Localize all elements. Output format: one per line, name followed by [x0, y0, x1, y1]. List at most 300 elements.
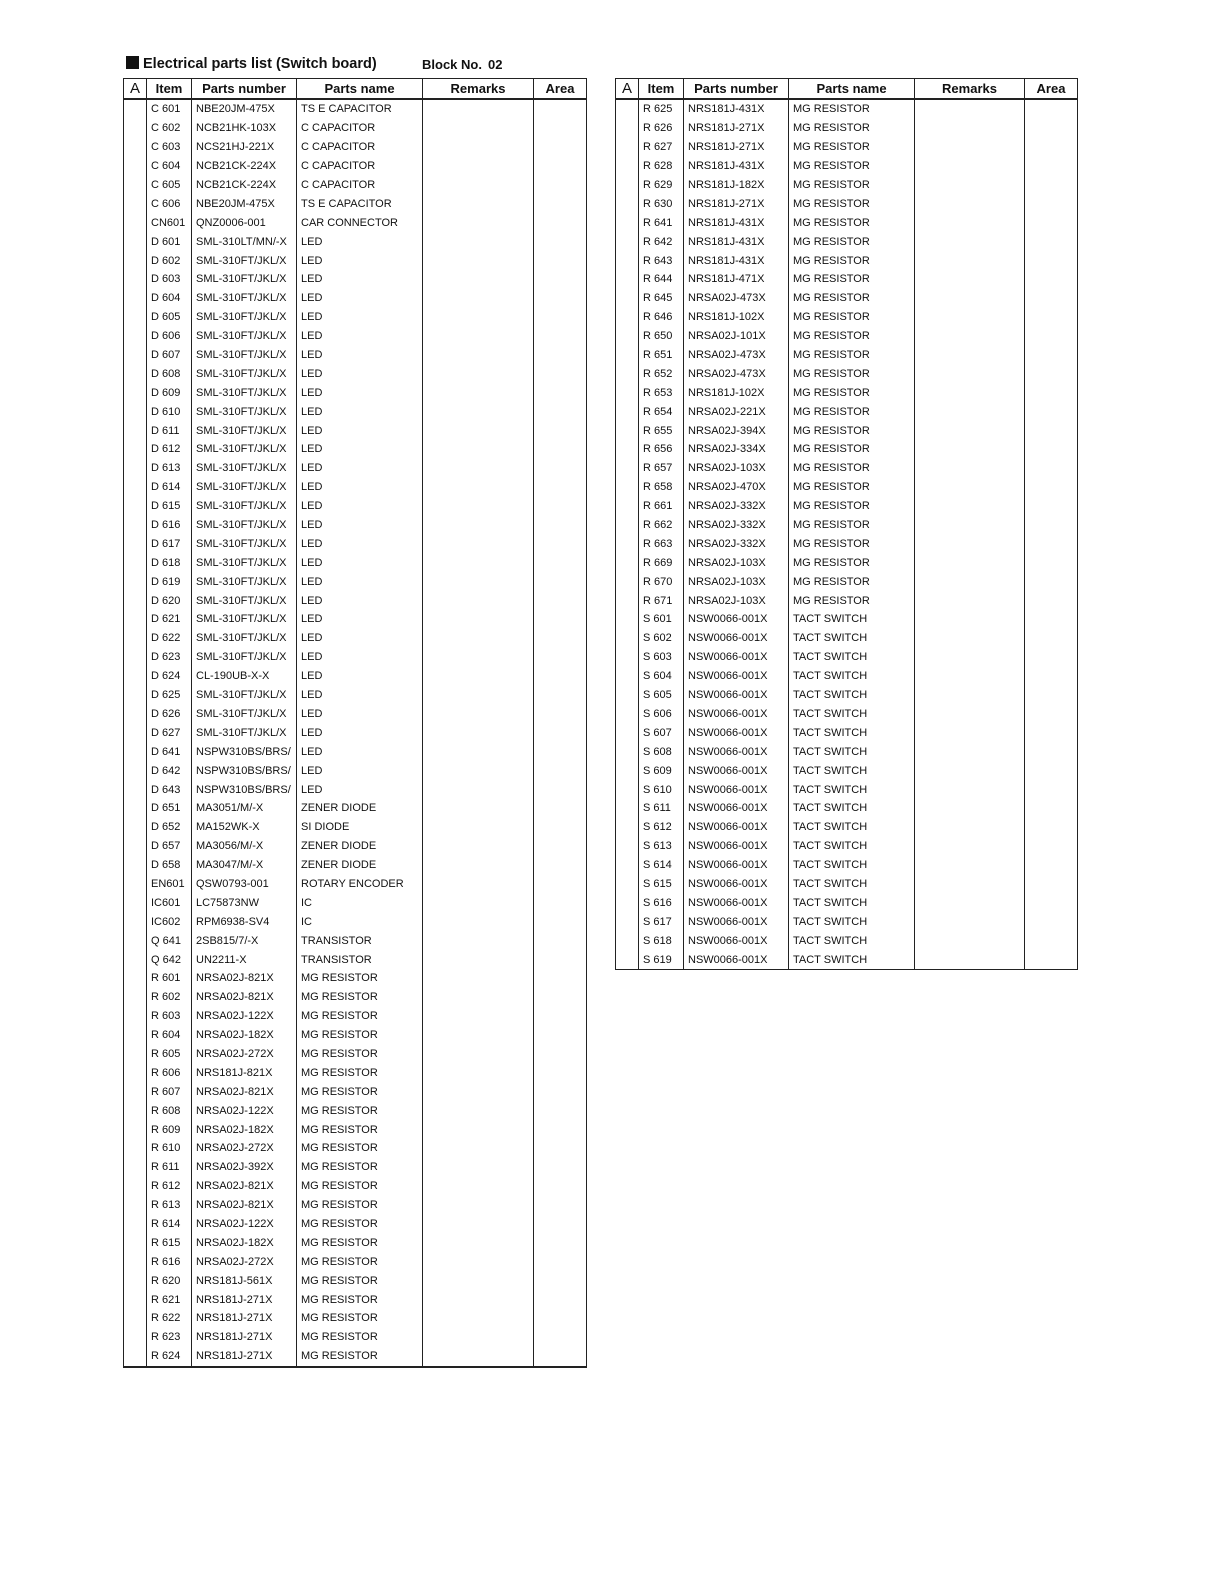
cell-parts-name: LED — [297, 270, 423, 289]
cell-parts-number: NSW0066-001X — [684, 950, 789, 969]
table-row — [124, 931, 587, 950]
cell-remarks — [423, 1196, 534, 1215]
table-row — [616, 157, 1078, 176]
cell-area — [534, 516, 587, 535]
cell-parts-number: NRSA02J-332X — [684, 534, 789, 553]
cell-remarks — [423, 969, 534, 988]
cell-parts-name: LED — [297, 761, 423, 780]
cell-item: S 611 — [639, 799, 684, 818]
table-row — [616, 686, 1078, 705]
cell-a — [124, 421, 147, 440]
cell-area — [534, 799, 587, 818]
table-row — [616, 459, 1078, 478]
cell-item: R 602 — [147, 988, 192, 1007]
cell-a — [124, 289, 147, 308]
table-row — [124, 856, 587, 875]
cell-area — [534, 1101, 587, 1120]
cell-parts-number: SML-310FT/JKL/X — [192, 459, 297, 478]
cell-parts-number: SML-310FT/JKL/X — [192, 289, 297, 308]
cell-parts-name: LED — [297, 705, 423, 724]
cell-parts-number: NSW0066-001X — [684, 667, 789, 686]
cell-remarks — [423, 856, 534, 875]
cell-remarks — [423, 459, 534, 478]
cell-a — [124, 1347, 147, 1367]
cell-area — [534, 818, 587, 837]
cell-parts-name: TACT SWITCH — [789, 761, 915, 780]
cell-parts-name: LED — [297, 553, 423, 572]
cell-parts-name: LED — [297, 648, 423, 667]
table-row — [616, 818, 1078, 837]
table-row — [124, 440, 587, 459]
cell-parts-number: SML-310FT/JKL/X — [192, 478, 297, 497]
cell-item: D 627 — [147, 723, 192, 742]
cell-item: R 613 — [147, 1196, 192, 1215]
table-row — [616, 553, 1078, 572]
parts-table-left — [123, 78, 587, 1368]
cell-area — [1025, 157, 1078, 176]
cell-area — [534, 119, 587, 138]
cell-area — [534, 893, 587, 912]
cell-parts-name: LED — [297, 572, 423, 591]
cell-parts-number: NRSA02J-473X — [684, 289, 789, 308]
table-row — [124, 648, 587, 667]
cell-parts-name: MG RESISTOR — [297, 1196, 423, 1215]
cell-item: Q 641 — [147, 931, 192, 950]
cell-parts-name: MG RESISTOR — [297, 1290, 423, 1309]
cell-parts-number: SML-310FT/JKL/X — [192, 383, 297, 402]
cell-remarks — [423, 270, 534, 289]
cell-parts-name: LED — [297, 610, 423, 629]
cell-area — [1025, 327, 1078, 346]
table-row — [124, 364, 587, 383]
cell-area — [534, 1347, 587, 1367]
table-row — [616, 950, 1078, 969]
cell-item: R 628 — [639, 157, 684, 176]
cell-item: D 612 — [147, 440, 192, 459]
cell-area — [534, 1158, 587, 1177]
cell-parts-number: MA152WK-X — [192, 818, 297, 837]
table-row — [124, 1215, 587, 1234]
cell-area — [534, 610, 587, 629]
cell-a — [124, 1271, 147, 1290]
cell-parts-number: NSW0066-001X — [684, 742, 789, 761]
cell-area — [534, 1196, 587, 1215]
cell-item: R 671 — [639, 591, 684, 610]
cell-item: C 603 — [147, 138, 192, 157]
cell-item: R 620 — [147, 1271, 192, 1290]
table-row — [124, 1196, 587, 1215]
cell-parts-number: MA3056/M/-X — [192, 837, 297, 856]
cell-parts-number: NRS181J-561X — [192, 1271, 297, 1290]
cell-remarks — [915, 402, 1025, 421]
cell-area — [1025, 875, 1078, 894]
cell-parts-name: C CAPACITOR — [297, 157, 423, 176]
table-row — [616, 383, 1078, 402]
cell-parts-name: MG RESISTOR — [789, 516, 915, 535]
cell-item: R 630 — [639, 194, 684, 213]
cell-remarks — [423, 553, 534, 572]
cell-a — [616, 327, 639, 346]
table-row — [616, 591, 1078, 610]
cell-a — [616, 459, 639, 478]
cell-remarks — [915, 629, 1025, 648]
cell-parts-name: LED — [297, 723, 423, 742]
cell-remarks — [915, 723, 1025, 742]
cell-item: D 618 — [147, 553, 192, 572]
cell-parts-name: LED — [297, 667, 423, 686]
page-title-text: Electrical parts list (Switch board) — [143, 56, 377, 72]
table-row — [616, 251, 1078, 270]
cell-a — [124, 194, 147, 213]
cell-parts-name: TACT SWITCH — [789, 742, 915, 761]
cell-area — [1025, 119, 1078, 138]
header-remarks: Remarks — [915, 79, 1025, 100]
cell-area — [534, 686, 587, 705]
table-row — [124, 723, 587, 742]
cell-a — [616, 308, 639, 327]
cell-parts-number: SML-310FT/JKL/X — [192, 516, 297, 535]
cell-item: D 620 — [147, 591, 192, 610]
cell-parts-name: LED — [297, 421, 423, 440]
cell-remarks — [915, 931, 1025, 950]
cell-area — [1025, 270, 1078, 289]
cell-remarks — [915, 119, 1025, 138]
cell-a — [124, 1177, 147, 1196]
cell-area — [534, 1177, 587, 1196]
cell-item: CN601 — [147, 213, 192, 232]
cell-parts-number: MA3047/M/-X — [192, 856, 297, 875]
table-row — [124, 327, 587, 346]
cell-a — [124, 308, 147, 327]
cell-parts-name: MG RESISTOR — [297, 1063, 423, 1082]
cell-item: R 621 — [147, 1290, 192, 1309]
cell-parts-name: MG RESISTOR — [789, 364, 915, 383]
cell-item: R 609 — [147, 1120, 192, 1139]
cell-item: R 662 — [639, 516, 684, 535]
cell-a — [124, 591, 147, 610]
cell-remarks — [423, 893, 534, 912]
cell-parts-number: NRSA02J-394X — [684, 421, 789, 440]
table-row — [616, 421, 1078, 440]
header-a: A — [124, 79, 147, 100]
cell-a — [124, 893, 147, 912]
cell-a — [124, 346, 147, 365]
table-row — [616, 99, 1078, 119]
cell-a — [124, 553, 147, 572]
cell-area — [534, 969, 587, 988]
cell-remarks — [423, 1252, 534, 1271]
cell-parts-name: TACT SWITCH — [789, 629, 915, 648]
cell-remarks — [423, 667, 534, 686]
cell-parts-number: NRS181J-182X — [684, 176, 789, 195]
cell-item: R 657 — [639, 459, 684, 478]
cell-item: S 605 — [639, 686, 684, 705]
table-row — [616, 308, 1078, 327]
cell-area — [1025, 516, 1078, 535]
cell-remarks — [915, 893, 1025, 912]
cell-remarks — [915, 194, 1025, 213]
table-row — [124, 497, 587, 516]
cell-parts-name: LED — [297, 346, 423, 365]
table-row — [616, 572, 1078, 591]
table-row — [124, 138, 587, 157]
cell-parts-name: LED — [297, 327, 423, 346]
cell-parts-name: MG RESISTOR — [297, 1233, 423, 1252]
cell-parts-name: TACT SWITCH — [789, 912, 915, 931]
table-row — [124, 289, 587, 308]
cell-parts-number: QSW0793-001 — [192, 875, 297, 894]
cell-area — [534, 289, 587, 308]
table-row — [124, 988, 587, 1007]
cell-area — [1025, 478, 1078, 497]
table-row — [616, 176, 1078, 195]
table-row — [616, 667, 1078, 686]
cell-item: R 603 — [147, 1007, 192, 1026]
cell-parts-name: MG RESISTOR — [789, 251, 915, 270]
cell-a — [124, 1139, 147, 1158]
cell-item: D 606 — [147, 327, 192, 346]
cell-remarks — [423, 289, 534, 308]
cell-parts-name: TS E CAPACITOR — [297, 99, 423, 119]
cell-parts-number: SML-310FT/JKL/X — [192, 308, 297, 327]
cell-parts-name: LED — [297, 459, 423, 478]
cell-parts-number: NRSA02J-334X — [684, 440, 789, 459]
cell-item: D 658 — [147, 856, 192, 875]
cell-a — [616, 837, 639, 856]
cell-parts-name: TACT SWITCH — [789, 950, 915, 969]
cell-remarks — [423, 931, 534, 950]
cell-item: R 629 — [639, 176, 684, 195]
table-row — [124, 1045, 587, 1064]
cell-remarks — [915, 232, 1025, 251]
cell-remarks — [915, 950, 1025, 969]
cell-remarks — [915, 686, 1025, 705]
cell-item: S 614 — [639, 856, 684, 875]
header-remarks: Remarks — [423, 79, 534, 100]
table-row — [124, 610, 587, 629]
cell-item: D 604 — [147, 289, 192, 308]
cell-remarks — [423, 837, 534, 856]
cell-item: D 613 — [147, 459, 192, 478]
cell-a — [124, 383, 147, 402]
cell-remarks — [915, 516, 1025, 535]
table-row — [124, 667, 587, 686]
cell-item: R 655 — [639, 421, 684, 440]
header-item: Item — [147, 79, 192, 100]
cell-a — [124, 270, 147, 289]
cell-parts-name: CAR CONNECTOR — [297, 213, 423, 232]
table-row — [124, 402, 587, 421]
table-row — [124, 837, 587, 856]
cell-remarks — [423, 157, 534, 176]
cell-item: D 607 — [147, 346, 192, 365]
cell-a — [616, 119, 639, 138]
table-row — [124, 1290, 587, 1309]
cell-item: R 653 — [639, 383, 684, 402]
cell-remarks — [423, 1328, 534, 1347]
cell-remarks — [915, 610, 1025, 629]
cell-a — [616, 516, 639, 535]
cell-item: S 601 — [639, 610, 684, 629]
cell-parts-name: LED — [297, 629, 423, 648]
cell-parts-number: SML-310FT/JKL/X — [192, 346, 297, 365]
cell-a — [124, 629, 147, 648]
cell-area — [534, 402, 587, 421]
table-row — [124, 629, 587, 648]
cell-parts-number: NRSA02J-392X — [192, 1158, 297, 1177]
cell-parts-number: RPM6938-SV4 — [192, 912, 297, 931]
cell-remarks — [915, 591, 1025, 610]
cell-a — [124, 1328, 147, 1347]
cell-remarks — [423, 1063, 534, 1082]
cell-area — [534, 742, 587, 761]
cell-remarks — [915, 780, 1025, 799]
table-row — [124, 213, 587, 232]
cell-item: R 644 — [639, 270, 684, 289]
cell-area — [1025, 705, 1078, 724]
cell-remarks — [915, 478, 1025, 497]
cell-item: R 642 — [639, 232, 684, 251]
cell-area — [534, 1082, 587, 1101]
table-row — [616, 837, 1078, 856]
cell-remarks — [423, 1158, 534, 1177]
table-row — [124, 1026, 587, 1045]
cell-parts-name: MG RESISTOR — [297, 1328, 423, 1347]
cell-remarks — [423, 629, 534, 648]
cell-parts-name: MG RESISTOR — [789, 402, 915, 421]
cell-parts-name: ZENER DIODE — [297, 837, 423, 856]
cell-remarks — [915, 138, 1025, 157]
cell-parts-number: NCS21HJ-221X — [192, 138, 297, 157]
cell-parts-name: MG RESISTOR — [789, 308, 915, 327]
cell-parts-name: LED — [297, 383, 423, 402]
table-row — [124, 761, 587, 780]
cell-remarks — [915, 912, 1025, 931]
header-area: Area — [1025, 79, 1078, 100]
cell-area — [1025, 629, 1078, 648]
cell-parts-number: SML-310FT/JKL/X — [192, 686, 297, 705]
cell-area — [534, 572, 587, 591]
cell-parts-number: LC75873NW — [192, 893, 297, 912]
cell-parts-name: MG RESISTOR — [297, 1082, 423, 1101]
cell-parts-number: SML-310FT/JKL/X — [192, 553, 297, 572]
cell-item: R 627 — [639, 138, 684, 157]
cell-remarks — [423, 421, 534, 440]
cell-parts-number: SML-310FT/JKL/X — [192, 629, 297, 648]
cell-remarks — [423, 213, 534, 232]
cell-parts-name: MG RESISTOR — [789, 534, 915, 553]
table-row — [124, 534, 587, 553]
cell-area — [1025, 837, 1078, 856]
cell-parts-name: MG RESISTOR — [789, 138, 915, 157]
cell-parts-name: SI DIODE — [297, 818, 423, 837]
cell-parts-number: NRS181J-431X — [684, 213, 789, 232]
cell-parts-name: TACT SWITCH — [789, 856, 915, 875]
cell-area — [1025, 440, 1078, 459]
cell-parts-name: LED — [297, 308, 423, 327]
cell-a — [124, 931, 147, 950]
cell-remarks — [423, 346, 534, 365]
cell-item: S 612 — [639, 818, 684, 837]
cell-area — [534, 856, 587, 875]
table-row — [124, 742, 587, 761]
cell-remarks — [915, 799, 1025, 818]
cell-parts-name: TACT SWITCH — [789, 780, 915, 799]
cell-parts-name: MG RESISTOR — [789, 383, 915, 402]
cell-item: D 611 — [147, 421, 192, 440]
cell-item: D 609 — [147, 383, 192, 402]
cell-parts-number: NRS181J-271X — [192, 1290, 297, 1309]
cell-area — [534, 875, 587, 894]
cell-remarks — [423, 950, 534, 969]
cell-parts-name: MG RESISTOR — [789, 176, 915, 195]
cell-parts-number: SML-310FT/JKL/X — [192, 497, 297, 516]
cell-area — [534, 591, 587, 610]
cell-parts-number: NRS181J-271X — [192, 1328, 297, 1347]
cell-item: R 614 — [147, 1215, 192, 1234]
cell-a — [616, 723, 639, 742]
cell-area — [1025, 553, 1078, 572]
table-row — [616, 232, 1078, 251]
cell-parts-name: MG RESISTOR — [789, 478, 915, 497]
cell-parts-name: TACT SWITCH — [789, 667, 915, 686]
cell-remarks — [423, 912, 534, 931]
cell-area — [1025, 534, 1078, 553]
cell-parts-name: TRANSISTOR — [297, 950, 423, 969]
table-row — [124, 893, 587, 912]
cell-item: R 622 — [147, 1309, 192, 1328]
cell-area — [534, 478, 587, 497]
cell-area — [1025, 742, 1078, 761]
cell-a — [616, 440, 639, 459]
cell-a — [124, 837, 147, 856]
cell-a — [124, 950, 147, 969]
cell-area — [1025, 723, 1078, 742]
cell-item: S 609 — [639, 761, 684, 780]
cell-item: D 617 — [147, 534, 192, 553]
cell-a — [124, 534, 147, 553]
cell-a — [124, 1158, 147, 1177]
cell-a — [124, 138, 147, 157]
cell-area — [534, 308, 587, 327]
cell-parts-number: SML-310FT/JKL/X — [192, 270, 297, 289]
cell-item: IC601 — [147, 893, 192, 912]
table-row — [124, 1158, 587, 1177]
cell-item: R 658 — [639, 478, 684, 497]
cell-parts-number: NRSA02J-272X — [192, 1252, 297, 1271]
cell-parts-number: NSW0066-001X — [684, 837, 789, 856]
cell-parts-name: LED — [297, 478, 423, 497]
cell-remarks — [915, 364, 1025, 383]
cell-parts-name: LED — [297, 516, 423, 535]
table-row — [616, 194, 1078, 213]
cell-item: R 604 — [147, 1026, 192, 1045]
cell-remarks — [915, 572, 1025, 591]
cell-item: D 608 — [147, 364, 192, 383]
cell-a — [124, 1120, 147, 1139]
cell-area — [534, 270, 587, 289]
cell-parts-number: NRS181J-271X — [684, 194, 789, 213]
cell-parts-name: LED — [297, 364, 423, 383]
cell-a — [124, 761, 147, 780]
table-row — [616, 875, 1078, 894]
cell-parts-number: NRSA02J-821X — [192, 1082, 297, 1101]
table-row — [124, 1328, 587, 1347]
cell-remarks — [915, 213, 1025, 232]
cell-a — [124, 572, 147, 591]
cell-parts-name: MG RESISTOR — [297, 1309, 423, 1328]
cell-remarks — [423, 1045, 534, 1064]
